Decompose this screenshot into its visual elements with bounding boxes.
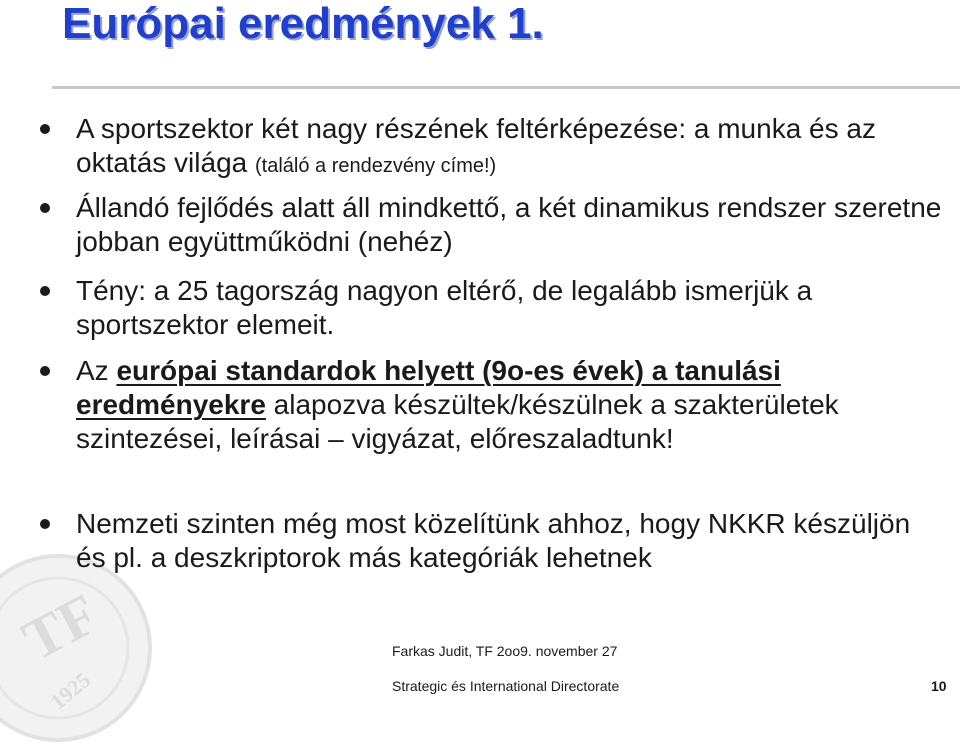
bullet-text-post: alapozva készültek/készülnek a szakterületek szintezései, leírásai – vigyázat, előreszaladtunk! bbox=[76, 389, 839, 454]
bullet-dot bbox=[40, 286, 50, 296]
bullet-text: Tény: a 25 tagország nagyon eltérő, de legalább ismerjük a sportszektor elemeit. bbox=[76, 275, 813, 340]
footer-author: Farkas Judit, TF 2oo9. november 27 bbox=[392, 643, 618, 659]
bullet-item bbox=[76, 354, 956, 456]
logo-year: 1925 bbox=[45, 666, 96, 715]
tf-logo-watermark bbox=[0, 548, 158, 748]
bullet-note: (találó a rendezvény címe!) bbox=[255, 155, 497, 177]
bullet-dot bbox=[40, 519, 50, 529]
bullet-text: Állandó fejlődés alatt áll mindkettő, a két dinamikus rendszer szeretne jobban együttműködni (nehéz) bbox=[76, 192, 942, 257]
bullet-item bbox=[76, 274, 956, 342]
title-divider bbox=[52, 86, 960, 89]
underlined-phrase: eredményekre bbox=[76, 389, 266, 420]
page-number: 10 bbox=[931, 678, 947, 694]
bullet-text: Nemzeti szinten még most közelítünk ahhoz, hogy NKKR készüljön és pl. a deszkriptorok más kategóriák lehetnek bbox=[76, 508, 911, 573]
underlined-phrase: európai standardok helyett (9o-es évek) a tanulási bbox=[116, 355, 781, 386]
bullet-item bbox=[76, 191, 956, 259]
bullet-text: A sportszektor két nagy részének feltérképezése: a munka és az oktatás világa bbox=[76, 113, 876, 178]
logo-text: TF bbox=[12, 580, 109, 674]
slide-title: Európai eredmények 1. bbox=[62, 0, 544, 48]
bullet-item bbox=[76, 507, 946, 575]
bullet-text-pre: Az bbox=[76, 355, 117, 386]
bullet-dot bbox=[40, 124, 50, 134]
bullet-dot bbox=[40, 366, 50, 376]
bullet-dot bbox=[40, 203, 50, 213]
footer-org: Strategic és International Directorate bbox=[392, 678, 620, 694]
bullet-item bbox=[76, 112, 956, 183]
